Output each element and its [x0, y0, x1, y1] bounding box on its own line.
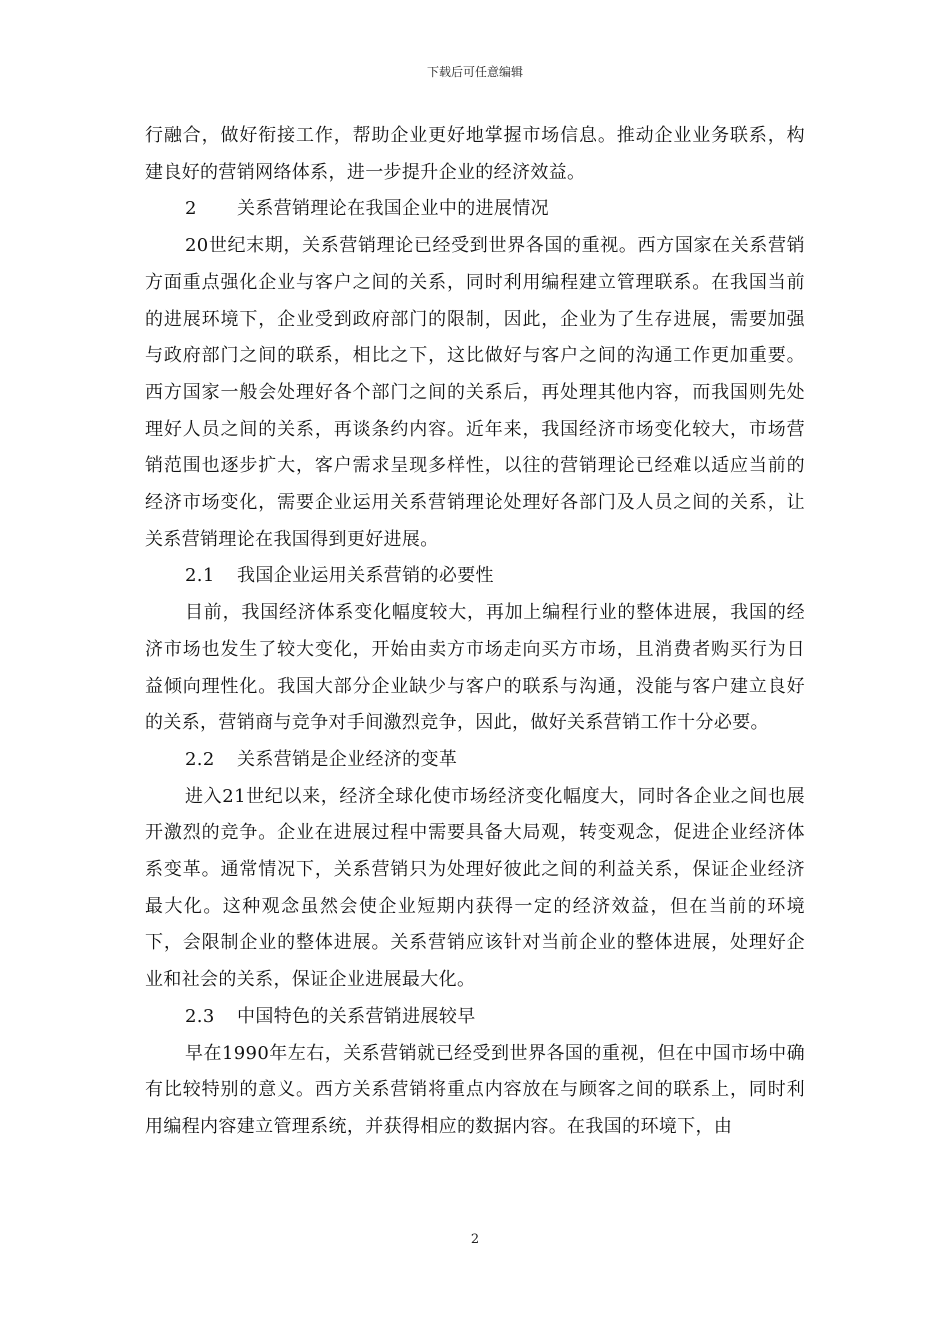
paragraph: 20世纪末期，关系营销理论已经受到世界各国的重视。西方国家在关系营销方面重点强化企业与客户之间的关系，同时利用编程建立管理联系。在我国当前的进展环境下，企业受到政府部门的限制，因此，企业为了生存进展，需要加强与政府部门之间的联系，相比之下，这比做好与客户之间的沟通工作更加重要。西方国家一般会处理好各个部门之间的关系后，再处理其他内容，而我国则先处理好人员之间的关系，再谈条约内容。近年来，我国经济市场变化较大，市场营销范围也逐步扩大，客户需求呈现多样性，以往的营销理论已经难以适应当前的经济市场变化，需要企业运用关系营销理论处理好各部门及人员之间的关系，让关系营销理论在我国得到更好进展。 [145, 235, 805, 550]
section-number: 2.3 [185, 1005, 215, 1027]
section-heading-2-3 [145, 999, 805, 1036]
paragraph-continuation: 行融合，做好衔接工作，帮助企业更好地掌握市场信息。推动企业业务联系，构建良好的营销网络体系，进一步提升企业的经济效益。 [145, 125, 805, 183]
section-heading-2 [145, 191, 805, 228]
section-heading-2-1 [145, 558, 805, 595]
paragraph: 早在1990年左右，关系营销就已经受到世界各国的重视，但在中国市场中确有比较特别的意义。西方关系营销将重点内容放在与顾客之间的联系上，同时利用编程内容建立管理系统，并获得相应的数据内容。在我国的环境下，由 [145, 1042, 805, 1137]
section-heading-2-2 [145, 742, 805, 779]
section-number: 2.2 [185, 748, 215, 770]
section-title: 关系营销理论在我国企业中的进展情况 [237, 198, 549, 220]
paragraph: 进入21世纪以来，经济全球化使市场经济变化幅度大，同时各企业之间也展开激烈的竞争。企业在进展过程中需要具备大局观，转变观念，促进企业经济体系变革。通常情况下，关系营销只为处理好彼此之间的利益关系，保证企业经济最大化。这种观念虽然会使企业短期内获得一定的经济效益，但在当前的环境下，会限制企业的整体进展。关系营销应该针对当前企业的整体进展，处理好企业和社会的关系，保证企业进展最大化。 [145, 785, 805, 991]
page-number: 2 [470, 1232, 480, 1247]
section-title: 我国企业运用关系营销的必要性 [237, 565, 494, 587]
document-body [145, 118, 805, 1146]
section-number: 2 [185, 198, 197, 220]
paragraph: 目前，我国经济体系变化幅度较大，再加上编程行业的整体进展，我国的经济市场也发生了较大变化，开始由卖方市场走向买方市场，且消费者购买行为日益倾向理性化。我国大部分企业缺少与客户的联系与沟通，没能与客户建立良好的关系，营销商与竞争对手间激烈竞争，因此，做好关系营销工作十分必要。 [145, 602, 805, 734]
section-title: 中国特色的关系营销进展较早 [237, 1005, 476, 1027]
section-title: 关系营销是企业经济的变革 [237, 748, 458, 770]
page-header: 下载后可任意编辑 [426, 65, 523, 79]
section-number: 2.1 [185, 565, 215, 587]
